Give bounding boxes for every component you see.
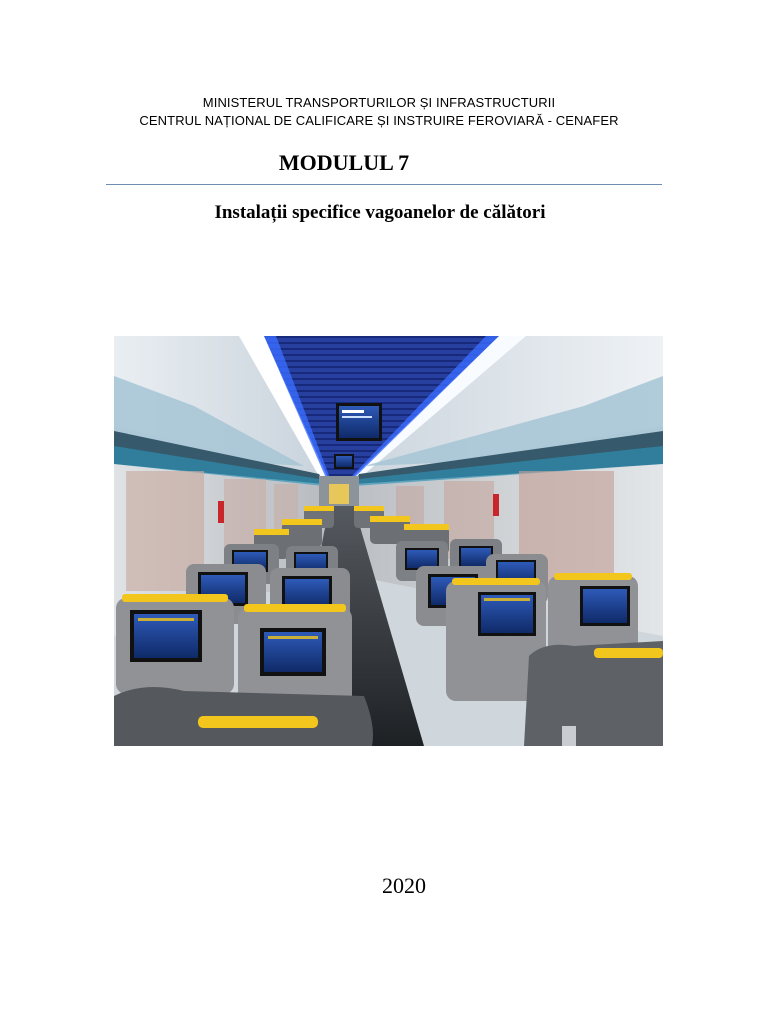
training-center-name: CENTRUL NAȚIONAL DE CALIFICARE ȘI INSTRUIRE FEROVIARĂ - CENAFER [139, 113, 619, 128]
publication-year: 2020 [382, 873, 426, 898]
ministry-name: MINISTERUL TRANSPORTURILOR ȘI INFRASTRUCTURII [202, 95, 556, 110]
title-divider [106, 184, 662, 185]
module-title: MODULUL 7 [278, 150, 410, 175]
train-interior-photo [114, 336, 663, 746]
document-header [0, 94, 768, 130]
document-subtitle: Instalații specifice vagoanelor de călători [214, 202, 546, 223]
